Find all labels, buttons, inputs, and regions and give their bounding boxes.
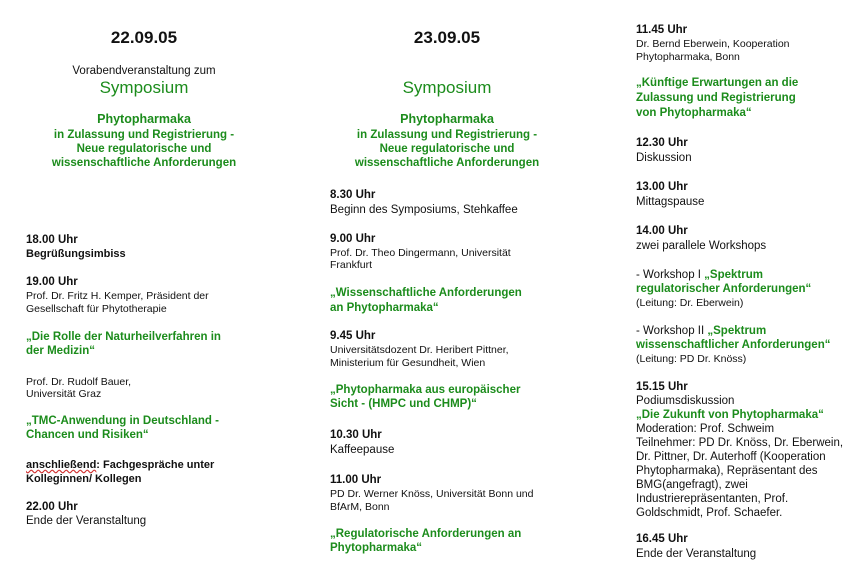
event-text: Ende der Veranstaltung [636, 548, 757, 560]
event-speaker: BfArM, Bonn [330, 501, 390, 513]
event-time: 16.45 Uhr [636, 533, 688, 545]
event-time: 11.00 Uhr [330, 474, 382, 486]
panel-detail: Goldschmidt, Prof. Schaefer. [636, 507, 783, 519]
event-speaker: Universitätsdozent Dr. Heribert Pittner, [330, 344, 509, 356]
talk-title: „Regulatorische Anforderungen an [330, 528, 522, 540]
workshop-lead: (Leitung: PD Dr. Knöss) [636, 353, 747, 365]
event-time: 11.45 Uhr [636, 24, 688, 36]
event-time: 8.30 Uhr [330, 189, 376, 201]
symposium-title: Phytopharmaka [97, 112, 191, 126]
event-speaker: Dr. Bernd Eberwein, Kooperation [636, 38, 790, 50]
event-speaker: PD Dr. Werner Knöss, Universität Bonn und [330, 488, 534, 500]
event-text: Mittagspause [636, 196, 705, 208]
date-heading: 22.09.05 [110, 28, 178, 47]
event-text [26, 458, 262, 472]
event-speaker: Prof. Dr. Rudolf Bauer, [26, 376, 132, 388]
date-heading: 23.09.05 [413, 28, 481, 47]
event-text-emphasis: anschließend [26, 459, 97, 471]
symposium-heading: Symposium [402, 78, 492, 97]
workshop-title: „Spektrum [707, 325, 767, 337]
event-text-rest: : Fachgespräche unter [96, 459, 215, 471]
event-time: 12.30 Uhr [636, 137, 688, 149]
talk-title: Chancen und Risiken“ [26, 429, 149, 441]
symposium-subtitle-line: in Zulassung und Registrierung - [53, 129, 235, 141]
event-time: 18.00 Uhr [26, 234, 78, 246]
event-speaker: Universität Graz [26, 388, 102, 400]
symposium-title: Phytopharmaka [400, 112, 494, 126]
event-speaker: Frankfurt [330, 259, 373, 271]
event-text: zwei parallele Workshops [636, 240, 767, 252]
talk-title: an Phytopharmaka“ [330, 302, 439, 314]
event-text: Diskussion [636, 152, 692, 164]
workshop-prefix: - Workshop II [636, 325, 708, 337]
workshop-title: „Spektrum [704, 269, 763, 281]
workshop-lead: (Leitung: Dr. Eberwein) [636, 297, 744, 309]
event-text: Kolleginnen/ Kollegen [26, 473, 142, 485]
talk-title: Phytopharmaka“ [330, 542, 423, 554]
workshop-item [636, 268, 850, 282]
symposium-subtitle-line: Neue regulatorische und [76, 143, 212, 155]
talk-title: von Phytopharmaka“ [636, 107, 752, 119]
panel-detail: BMG(angefragt), zwei [636, 479, 748, 491]
event-time: 13.00 Uhr [636, 181, 688, 193]
event-speaker: Prof. Dr. Fritz H. Kemper, Präsident der [26, 290, 209, 302]
panel-detail: Phytopharmaka), Repräsentant des [636, 465, 818, 477]
event-speaker: Gesellschaft für Phytotherapie [26, 303, 167, 315]
event-text: Begrüßungsimbiss [26, 248, 126, 260]
symposium-heading: Symposium [99, 78, 189, 97]
event-time: 9.45 Uhr [330, 330, 376, 342]
event-speaker: Prof. Dr. Theo Dingermann, Universität [330, 247, 511, 259]
panel-detail: Dr. Pittner, Dr. Auterhoff (Kooperation [636, 451, 826, 463]
symposium-subtitle-line: wissenschaftliche Anforderungen [51, 157, 237, 169]
talk-title: Sicht - (HMPC und CHMP)“ [330, 398, 477, 410]
event-text: Beginn des Symposiums, Stehkaffee [330, 204, 518, 216]
symposium-subtitle-line: Neue regulatorische und [379, 143, 515, 155]
workshop-title: wissenschaftlicher Anforderungen“ [636, 339, 831, 351]
talk-title: „Wissenschaftliche Anforderungen [330, 287, 522, 299]
event-text: Podiumsdiskussion [636, 395, 735, 407]
pre-event-label: Vorabendveranstaltung zum [72, 65, 216, 77]
symposium-subtitle-line: wissenschaftliche Anforderungen [354, 157, 540, 169]
workshop-item [636, 324, 850, 338]
symposium-subtitle-line: in Zulassung und Registrierung - [356, 129, 538, 141]
event-text: Ende der Veranstaltung [26, 515, 147, 527]
talk-title: „Künftige Erwartungen an die [636, 77, 799, 89]
panel-detail: Teilnehmer: PD Dr. Knöss, Dr. Eberwein, [636, 437, 844, 449]
talk-title: „Die Zukunft von Phytopharmaka“ [636, 409, 824, 421]
panel-detail: Moderation: Prof. Schweim [636, 423, 775, 435]
event-time: 10.30 Uhr [330, 429, 382, 441]
talk-title: „Die Rolle der Naturheilverfahren in [26, 331, 221, 343]
event-speaker: Phytopharmaka, Bonn [636, 51, 740, 63]
event-time: 9.00 Uhr [330, 233, 376, 245]
talk-title: Zulassung und Registrierung [636, 92, 796, 104]
talk-title: „Phytopharmaka aus europäischer [330, 384, 521, 396]
event-text: Kaffeepause [330, 444, 395, 456]
talk-title: der Medizin“ [26, 345, 96, 357]
event-speaker: Ministerium für Gesundheit, Wien [330, 357, 486, 369]
workshop-prefix: - Workshop I [636, 269, 705, 281]
panel-detail: Industrierepräsentanten, Prof. [636, 493, 789, 505]
talk-title: „TMC-Anwendung in Deutschland - [26, 415, 219, 427]
event-time: 15.15 Uhr [636, 381, 688, 393]
event-time: 22.00 Uhr [26, 501, 78, 513]
workshop-title: regulatorischer Anforderungen“ [636, 283, 812, 295]
event-time: 19.00 Uhr [26, 276, 78, 288]
event-time: 14.00 Uhr [636, 225, 688, 237]
